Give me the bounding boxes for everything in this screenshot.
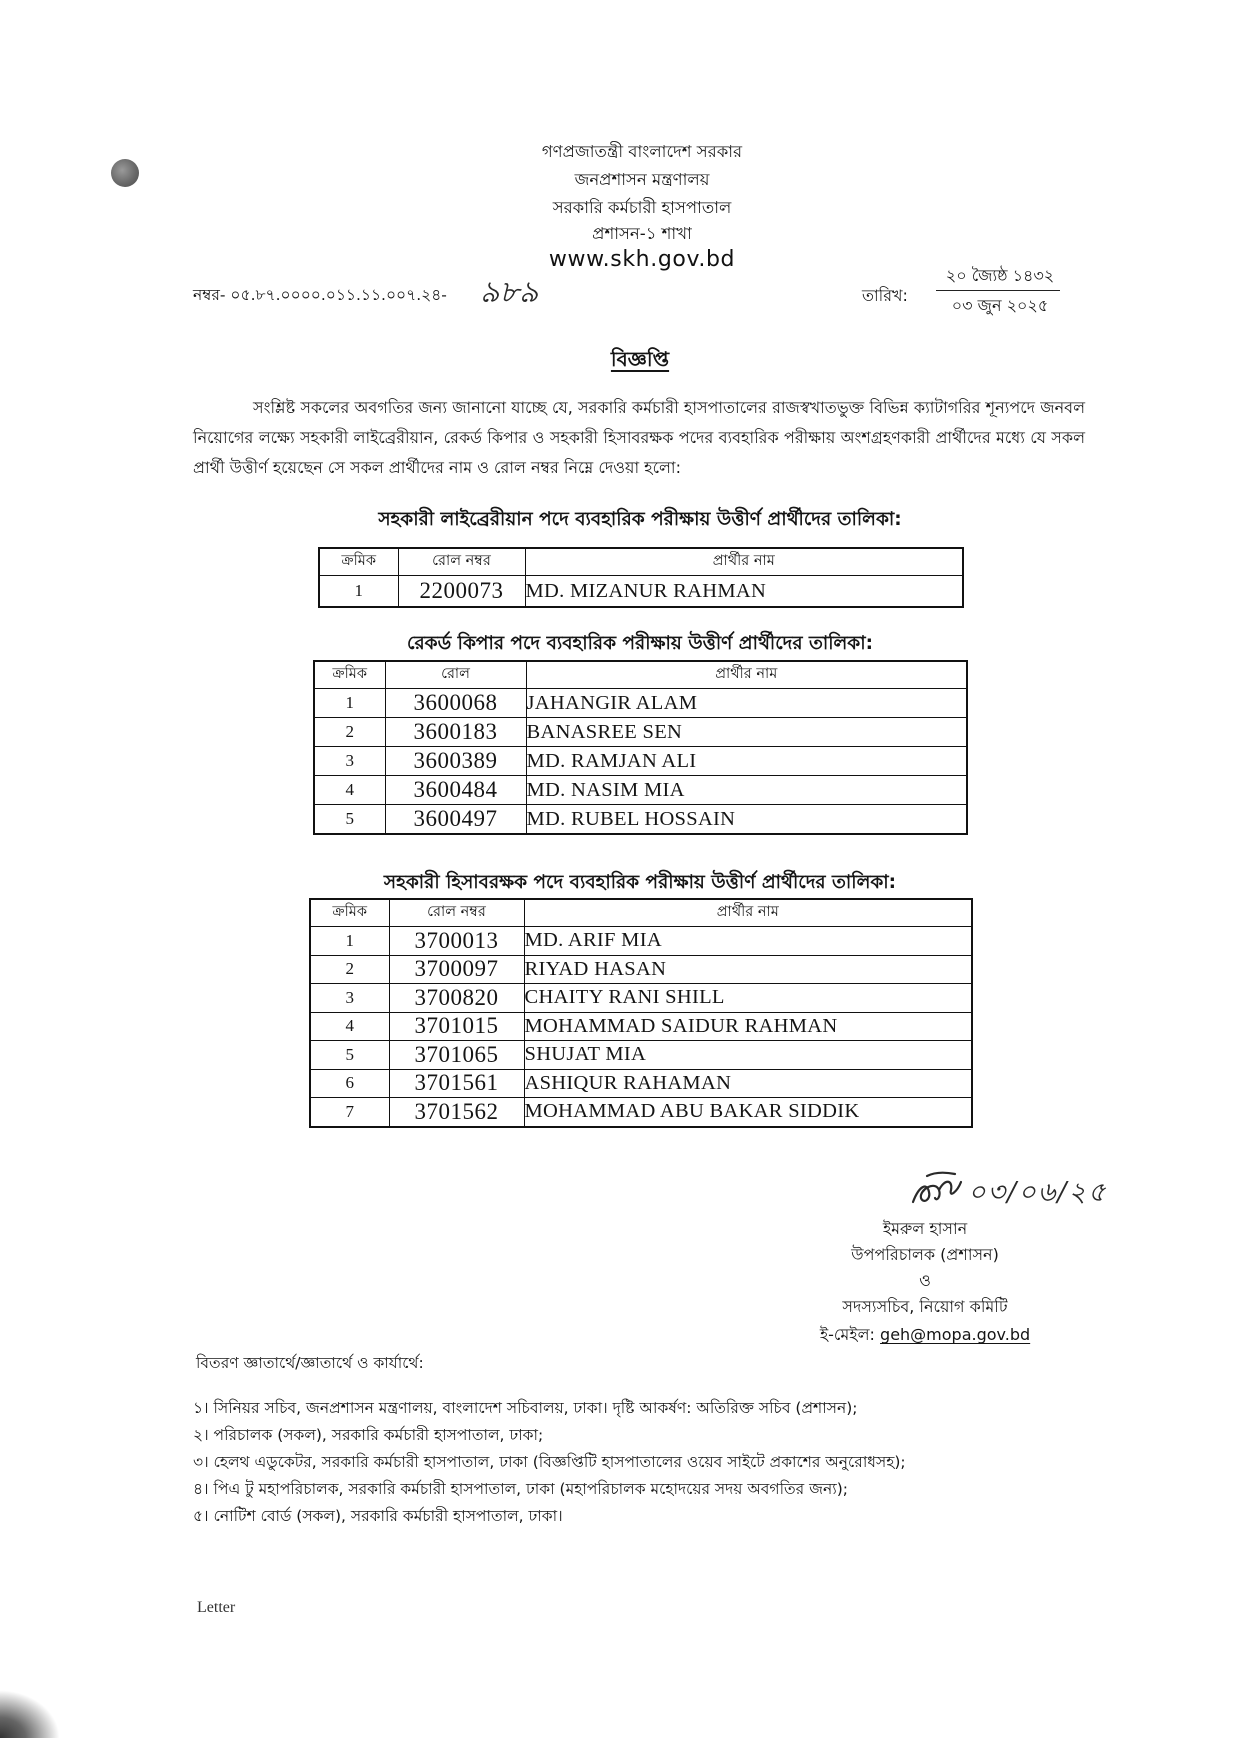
column-header-name: প্রার্থীর নাম	[525, 548, 963, 576]
distribution-list	[193, 1395, 1093, 1530]
serial-cell: 4	[310, 1012, 389, 1041]
email-label: ই-মেইল:	[819, 1325, 875, 1344]
roll-cell: 3600497	[385, 805, 526, 835]
table-row	[310, 1012, 972, 1041]
roll-cell: 3701562	[389, 1098, 524, 1127]
result-table-2	[313, 660, 968, 835]
email-address: geh@mopa.gov.bd	[880, 1325, 1031, 1344]
column-header-roll: রোল	[385, 661, 526, 689]
name-cell: MD. ARIF MIA	[524, 927, 972, 956]
serial-cell: 1	[319, 576, 398, 608]
website-url: www.skh.gov.bd	[548, 247, 736, 272]
section-heading-assistant-librarian: সহকারী লাইব্রেরীয়ান পদে ব্যবহারিক পরীক্ষায় উত্তীর্ণ প্রার্থীদের তালিকা:	[378, 509, 902, 530]
notice-title: বিজ্ঞপ্তি	[610, 347, 670, 371]
column-header-roll: রোল নম্বর	[398, 548, 525, 576]
name-cell: CHAITY RANI SHILL	[524, 984, 972, 1013]
serial-cell: 4	[314, 776, 385, 805]
signatory-conjunction: ও	[919, 1271, 931, 1290]
column-header-serial: ক্রমিক	[319, 548, 398, 576]
roll-cell: 2200073	[398, 576, 525, 608]
column-header-roll: রোল নম্বর	[389, 899, 524, 927]
handwritten-memo-number: ৯৮৯	[480, 275, 539, 310]
column-header-name: প্রার্থীর নাম	[526, 661, 967, 689]
roll-cell: 3600484	[385, 776, 526, 805]
column-header-serial: ক্রমিক	[314, 661, 385, 689]
distribution-heading: বিতরণ জ্ঞাতার্থে/জ্ঞাতার্থে ও কার্যার্থে:	[196, 1354, 424, 1372]
handwritten-signature	[905, 1168, 975, 1218]
signatory-name: ইমরুল হাসান	[882, 1219, 968, 1238]
table-row	[314, 805, 967, 835]
memo-number: নম্বর- ০৫.৮৭.০০০০.০১১.১১.০০৭.২৪-	[193, 286, 447, 304]
serial-cell: 6	[310, 1069, 389, 1098]
signatory-email-line	[760, 1324, 1090, 1346]
roll-cell: 3700820	[389, 984, 524, 1013]
table-row	[310, 955, 972, 984]
table-row	[314, 747, 967, 776]
list-item: ৫। নোটিশ বোর্ড (সকল), সরকারি কর্মচারী হাসপাতাল, ঢাকা।	[193, 1507, 563, 1525]
column-header-name: প্রার্থীর নাম	[524, 899, 972, 927]
serial-cell: 1	[314, 689, 385, 718]
hospital-name: সরকারি কর্মচারী হাসপাতাল	[552, 198, 732, 217]
serial-cell: 1	[310, 927, 389, 956]
section-heading-assistant-accountant: সহকারী হিসাবরক্ষক পদে ব্যবহারিক পরীক্ষায় উত্তীর্ণ প্রার্থীদের তালিকা:	[383, 872, 897, 893]
result-table-1	[318, 547, 964, 608]
roll-cell: 3701561	[389, 1069, 524, 1098]
roll-cell: 3600183	[385, 718, 526, 747]
table-header-row	[314, 661, 967, 689]
footer-label: Letter	[197, 1599, 236, 1616]
branch-name: প্রশাসন-১ শাখা	[592, 224, 692, 243]
name-cell: BANASREE SEN	[526, 718, 967, 747]
notice-body: সংশ্লিষ্ট সকলের অবগতির জন্য জানানো যাচ্ছে যে, সরকারি কর্মচারী হাসপাতালের রাজস্বখাতভুক্ত বিভিন্ন ক্যাটাগরির শূন্যপদে জনবল নিয়োগের লক্ষ্যে সহকারী লাইব্রেরীয়ান, রেকর্ড কিপার ও সহকারী হিসাবরক্ষক পদের ব্যবহারিক পরীক্ষায় অংশগ্রহণকারী প্রার্থীদের মধ্যে যে সকল প্রার্থী উত্তীর্ণ হয়েছেন সে সকল প্রার্থীদের নাম ও রোল নম্বর নিম্নে দেওয়া হলো:	[193, 398, 1085, 477]
roll-cell: 3600068	[385, 689, 526, 718]
roll-cell: 3700013	[389, 927, 524, 956]
serial-cell: 5	[310, 1041, 389, 1070]
name-cell: SHUJAT MIA	[524, 1041, 972, 1070]
list-item: ২। পরিচালক (সকল), সরকারি কর্মচারী হাসপাতাল, ঢাকা;	[193, 1426, 544, 1444]
column-header-serial: ক্রমিক	[310, 899, 389, 927]
roll-cell: 3701065	[389, 1041, 524, 1070]
list-item: ৩। হেলথ এডুকেটর, সরকারি কর্মচারী হাসপাতাল, ঢাকা (বিজ্ঞপ্তিটি হাসপাতালের ওয়েব সাইটে প্রকাশের অনুরোধসহ);	[193, 1453, 906, 1471]
roll-cell: 3600389	[385, 747, 526, 776]
name-cell: MD. MIZANUR RAHMAN	[525, 576, 963, 608]
table-row	[310, 1098, 972, 1127]
date-label: তারিখ:	[862, 286, 908, 305]
name-cell: ASHIQUR RAHAMAN	[524, 1069, 972, 1098]
scan-corner-shadow	[0, 1690, 60, 1738]
table-header-row	[319, 548, 963, 576]
serial-cell: 5	[314, 805, 385, 835]
table-row	[310, 1041, 972, 1070]
serial-cell: 7	[310, 1098, 389, 1127]
name-cell: MD. NASIM MIA	[526, 776, 967, 805]
signatory-designation: উপপরিচালক (প্রশাসন)	[851, 1245, 999, 1264]
serial-cell: 2	[314, 718, 385, 747]
table-row	[314, 689, 967, 718]
table-row	[319, 576, 963, 608]
date-english: ০৩ জুন ২০২৫	[951, 296, 1049, 315]
ministry-name: জনপ্রশাসন মন্ত্রণালয়	[574, 170, 710, 189]
serial-cell: 3	[310, 984, 389, 1013]
result-table-3	[309, 898, 973, 1128]
section-heading-record-keeper: রেকর্ড কিপার পদে ব্যবহারিক পরীক্ষায় উত্তীর্ণ প্রার্থীদের তালিকা:	[406, 633, 874, 654]
list-item: ৪। পিএ টু মহাপরিচালক, সরকারি কর্মচারী হাসপাতাল, ঢাকা (মহাপরিচালক মহোদয়ের সদয় অবগতির জন্য);	[193, 1480, 848, 1498]
list-item: ১। সিনিয়র সচিব, জনপ্রশাসন মন্ত্রণালয়, বাংলাদেশ সচিবালয়, ঢাকা। দৃষ্টি আকর্ষণ: অতিরিক্ত সচিব (প্রশাসন);	[193, 1399, 858, 1417]
roll-cell: 3700097	[389, 955, 524, 984]
handwritten-sign-date: ০৩/০৬/২৫	[968, 1177, 1108, 1208]
table-row	[314, 718, 967, 747]
govt-name: গণপ্রজাতন্ত্রী বাংলাদেশ সরকার	[541, 142, 743, 161]
name-cell: JAHANGIR ALAM	[526, 689, 967, 718]
name-cell: MOHAMMAD SAIDUR RAHMAN	[524, 1012, 972, 1041]
signatory-role: সদস্যসচিব, নিয়োগ কমিটি	[842, 1297, 1008, 1316]
punch-hole	[111, 159, 139, 187]
date-bangla: ২০ জ্যৈষ্ঠ ১৪৩২	[945, 266, 1055, 285]
date-divider	[936, 290, 1060, 291]
table-row	[314, 776, 967, 805]
table-row	[310, 927, 972, 956]
roll-cell: 3701015	[389, 1012, 524, 1041]
name-cell: MOHAMMAD ABU BAKAR SIDDIK	[524, 1098, 972, 1127]
table-header-row	[310, 899, 972, 927]
serial-cell: 2	[310, 955, 389, 984]
table-row	[310, 1069, 972, 1098]
name-cell: MD. RAMJAN ALI	[526, 747, 967, 776]
serial-cell: 3	[314, 747, 385, 776]
name-cell: RIYAD HASAN	[524, 955, 972, 984]
name-cell: MD. RUBEL HOSSAIN	[526, 805, 967, 835]
table-row	[310, 984, 972, 1013]
